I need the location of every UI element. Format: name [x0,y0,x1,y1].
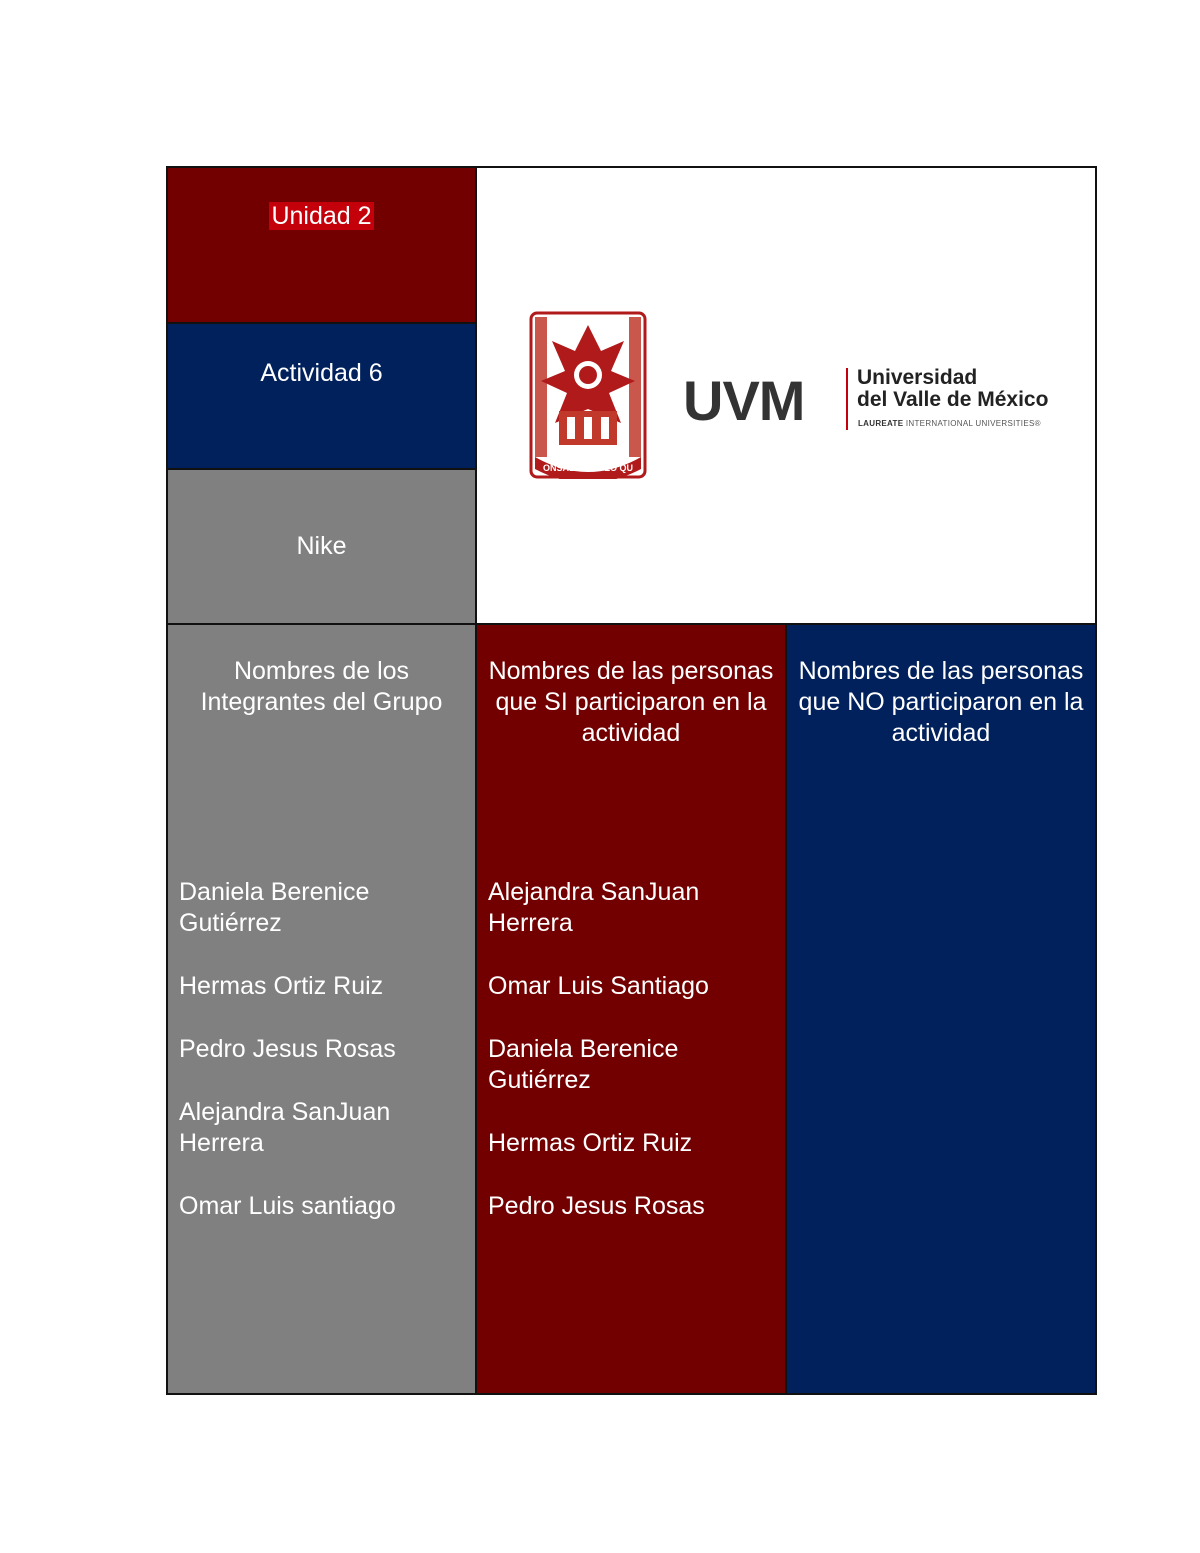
cover-table [166,166,1097,1395]
unidad-cell [168,168,477,324]
column-heading: Nombres de las personas que SI participaron en la actividad [488,657,774,747]
empresa-label: Nike [296,532,347,560]
participaron-column [477,625,787,1393]
list-item: Daniela Berenice Gutiérrez [488,1035,679,1094]
column-heading: Nombres de las personas que NO participaron en la actividad [798,657,1084,747]
list-item: Pedro Jesus Rosas [488,1192,705,1220]
uvm-logo-tagline: LAUREATE INTERNATIONAL UNIVERSITIES® [858,419,1041,428]
list-item: Hermas Ortiz Ruiz [488,1129,693,1157]
list-item: Hermas Ortiz Ruiz [179,972,384,1000]
list-item: Alejandra SanJuan Herrera [179,1098,391,1157]
uvm-logo-divider [846,368,848,430]
unidad-label: Unidad 2 [271,202,372,230]
no-participaron-column [787,625,1095,1393]
university-seal-icon [529,311,647,479]
list-item: Omar Luis santiago [179,1192,396,1220]
uvm-logo-name: Universidad del Valle de México [857,366,1049,411]
list-item: Alejandra SanJuan Herrera [488,878,700,937]
actividad-cell [168,324,477,470]
list-item: Omar Luis Santiago [488,972,709,1000]
logos-cell [477,168,1095,625]
name-list [179,877,467,1254]
list-item: Daniela Berenice Gutiérrez [179,878,370,937]
actividad-label: Actividad 6 [260,359,383,387]
empresa-cell [168,470,477,625]
column-heading: Nombres de los Integrantes del Grupo [200,657,443,716]
svg-text:ONSABLE DE LO QU: ONSABLE DE LO QU [542,463,634,473]
list-item: Pedro Jesus Rosas [179,1035,396,1063]
integrantes-column [168,625,477,1393]
name-list [488,877,777,1254]
uvm-logo-mark: UVM [683,369,805,432]
